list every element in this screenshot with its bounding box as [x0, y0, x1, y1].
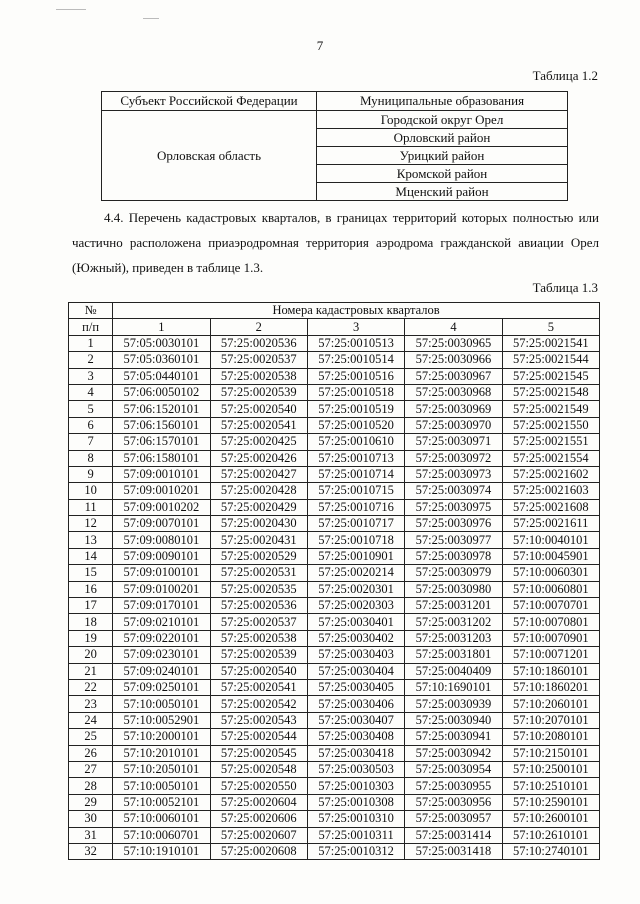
- cadastral-number-cell: 57:09:0010101: [113, 466, 210, 482]
- cadastral-number-cell: 57:09:0240101: [113, 663, 210, 679]
- cadastral-number-cell: 57:10:1860101: [502, 663, 599, 679]
- row-number-cell: 6: [69, 417, 113, 433]
- cadastral-number-cell: 57:10:0060101: [113, 811, 210, 827]
- cadastral-number-cell: 57:25:0021545: [502, 368, 599, 384]
- cadastral-number-cell: 57:09:0170101: [113, 598, 210, 614]
- row-number-cell: 3: [69, 368, 113, 384]
- cadastral-number-cell: 57:25:0020536: [210, 598, 307, 614]
- cadastral-number-cell: 57:25:0010514: [307, 352, 404, 368]
- cadastral-number-cell: 57:25:0020214: [307, 565, 404, 581]
- cadastral-number-cell: 57:25:0030979: [405, 565, 502, 581]
- cadastral-number-cell: 57:10:2510101: [502, 778, 599, 794]
- table-row: [69, 368, 600, 384]
- cadastral-number-cell: 57:09:0100101: [113, 565, 210, 581]
- table-row: [69, 434, 600, 450]
- cadastral-number-cell: 57:25:0020541: [210, 679, 307, 695]
- cadastral-number-cell: 57:25:0010713: [307, 450, 404, 466]
- table-row: [69, 417, 600, 433]
- table-subheader-row: [69, 319, 600, 335]
- cadastral-number-cell: 57:10:2740101: [502, 843, 599, 859]
- cadastral-quarters-table: [68, 302, 600, 860]
- table-row: [69, 679, 600, 695]
- num-subheader: п/п: [69, 319, 113, 335]
- cadastral-number-cell: 57:25:0020550: [210, 778, 307, 794]
- cadastral-number-cell: 57:25:0031418: [405, 843, 502, 859]
- table-header-row: [102, 92, 568, 111]
- cadastral-number-cell: 57:10:2150101: [502, 745, 599, 761]
- cadastral-number-cell: 57:06:1560101: [113, 417, 210, 433]
- table-row: [69, 778, 600, 794]
- cadastral-number-cell: 57:25:0021602: [502, 466, 599, 482]
- cadastral-number-cell: 57:25:0040409: [405, 663, 502, 679]
- table-row: [69, 516, 600, 532]
- municipality-cell: Кромской район: [317, 165, 568, 183]
- table-row: [69, 696, 600, 712]
- cadastral-number-cell: 57:25:0030405: [307, 679, 404, 695]
- municipalities-header: Муниципальные образования: [317, 92, 568, 111]
- cadastral-number-cell: 57:25:0020531: [210, 565, 307, 581]
- cadastral-number-cell: 57:25:0031201: [405, 598, 502, 614]
- table-row: [69, 581, 600, 597]
- cadastral-number-cell: 57:25:0030980: [405, 581, 502, 597]
- table-row: [69, 827, 600, 843]
- cadastral-number-cell: 57:25:0030418: [307, 745, 404, 761]
- cadastral-number-cell: 57:25:0010518: [307, 384, 404, 400]
- table-row: [69, 466, 600, 482]
- cadastral-number-cell: 57:25:0030973: [405, 466, 502, 482]
- cadastral-number-cell: 57:25:0020608: [210, 843, 307, 859]
- cadastral-number-cell: 57:10:0052901: [113, 712, 210, 728]
- cadastral-number-cell: 57:25:0021541: [502, 335, 599, 351]
- table-header-row: [69, 303, 600, 319]
- cadastral-number-cell: 57:10:2070101: [502, 712, 599, 728]
- table-row: [69, 499, 600, 515]
- cadastral-number-cell: 57:25:0010311: [307, 827, 404, 843]
- cadastral-number-cell: 57:25:0030969: [405, 401, 502, 417]
- row-number-cell: 21: [69, 663, 113, 679]
- cadastral-number-cell: 57:25:0020426: [210, 450, 307, 466]
- cadastral-number-cell: 57:25:0010901: [307, 548, 404, 564]
- row-number-cell: 14: [69, 548, 113, 564]
- cadastral-number-cell: 57:25:0020545: [210, 745, 307, 761]
- cadastral-number-cell: 57:25:0020538: [210, 368, 307, 384]
- row-number-cell: 18: [69, 614, 113, 630]
- row-number-cell: 19: [69, 630, 113, 646]
- row-number-cell: 17: [69, 598, 113, 614]
- cadastral-number-cell: 57:10:2060101: [502, 696, 599, 712]
- row-number-cell: 20: [69, 647, 113, 663]
- cadastral-number-cell: 57:10:2010101: [113, 745, 210, 761]
- paragraph-text: 4.4. Перечень кадастровых кварталов, в границах территорий которых полностью или частично расположена приаэродромная территория аэродрома гражданской авиации Орел (Южный), приведен в таблице 1.3.: [72, 210, 599, 275]
- cadastral-number-cell: 57:25:0020538: [210, 630, 307, 646]
- cadastral-number-cell: 57:25:0020429: [210, 499, 307, 515]
- cadastral-number-cell: 57:25:0020539: [210, 384, 307, 400]
- column-header: 3: [307, 319, 404, 335]
- cadastral-number-cell: 57:25:0010513: [307, 335, 404, 351]
- cadastral-number-cell: 57:25:0020535: [210, 581, 307, 597]
- cadastral-number-cell: 57:25:0030967: [405, 368, 502, 384]
- column-header: 5: [502, 319, 599, 335]
- cadastral-number-cell: 57:09:0100201: [113, 581, 210, 597]
- cadastral-number-cell: 57:09:0230101: [113, 647, 210, 663]
- cadastral-number-cell: 57:25:0010516: [307, 368, 404, 384]
- cadastral-number-cell: 57:25:0021608: [502, 499, 599, 515]
- table-row: [69, 630, 600, 646]
- cadastral-number-cell: 57:10:0060801: [502, 581, 599, 597]
- row-number-cell: 12: [69, 516, 113, 532]
- cadastral-number-cell: 57:10:2080101: [502, 729, 599, 745]
- table-row: [69, 598, 600, 614]
- subject-header: Субъект Российской Федерации: [102, 92, 317, 111]
- cadastral-number-cell: 57:25:0021550: [502, 417, 599, 433]
- subject-cell: Орловская область: [102, 111, 317, 201]
- cadastral-number-cell: 57:25:0030957: [405, 811, 502, 827]
- cadastral-number-cell: 57:25:0030941: [405, 729, 502, 745]
- cadastral-number-cell: 57:25:0010715: [307, 483, 404, 499]
- cadastral-number-cell: 57:25:0030975: [405, 499, 502, 515]
- column-header: 4: [405, 319, 502, 335]
- row-number-cell: 29: [69, 794, 113, 810]
- cadastral-number-cell: 57:25:0030406: [307, 696, 404, 712]
- cadastral-number-cell: 57:25:0021603: [502, 483, 599, 499]
- cadastral-number-cell: 57:25:0030954: [405, 761, 502, 777]
- column-header: 1: [113, 319, 210, 335]
- cadastral-number-cell: 57:10:1690101: [405, 679, 502, 695]
- cadastral-number-cell: 57:25:0010519: [307, 401, 404, 417]
- cadastral-number-cell: 57:25:0030970: [405, 417, 502, 433]
- cadastral-number-cell: 57:25:0030403: [307, 647, 404, 663]
- cadastral-number-cell: 57:25:0030956: [405, 794, 502, 810]
- row-number-cell: 22: [69, 679, 113, 695]
- cadastral-number-cell: 57:25:0010312: [307, 843, 404, 859]
- table-row: [69, 384, 600, 400]
- cadastral-number-cell: 57:25:0020431: [210, 532, 307, 548]
- cadastral-number-cell: 57:25:0031202: [405, 614, 502, 630]
- num-header: №: [69, 303, 113, 319]
- cadastral-number-cell: 57:25:0030971: [405, 434, 502, 450]
- table-row: [69, 450, 600, 466]
- row-number-cell: 11: [69, 499, 113, 515]
- cadastral-number-cell: 57:25:0030972: [405, 450, 502, 466]
- cadastral-number-cell: 57:25:0030976: [405, 516, 502, 532]
- table-row: [69, 565, 600, 581]
- municipality-cell: Городской округ Орел: [317, 111, 568, 129]
- table-row: [69, 761, 600, 777]
- cadastral-number-cell: 57:25:0030966: [405, 352, 502, 368]
- cadastral-number-cell: 57:10:2590101: [502, 794, 599, 810]
- cadastral-number-cell: 57:25:0010718: [307, 532, 404, 548]
- row-number-cell: 28: [69, 778, 113, 794]
- scan-artifact: [56, 9, 86, 10]
- row-number-cell: 30: [69, 811, 113, 827]
- cadastral-number-cell: 57:25:0030978: [405, 548, 502, 564]
- cadastral-number-cell: 57:25:0030401: [307, 614, 404, 630]
- table-body: [69, 335, 600, 860]
- row-number-cell: 2: [69, 352, 113, 368]
- cadastral-number-cell: 57:06:0050102: [113, 384, 210, 400]
- row-number-cell: 32: [69, 843, 113, 859]
- cadastral-number-cell: 57:25:0020301: [307, 581, 404, 597]
- cadastral-number-cell: 57:25:0031414: [405, 827, 502, 843]
- row-number-cell: 5: [69, 401, 113, 417]
- cadastral-number-cell: 57:25:0030402: [307, 630, 404, 646]
- table-row: [69, 548, 600, 564]
- table-row: [69, 532, 600, 548]
- row-number-cell: 27: [69, 761, 113, 777]
- cadastral-number-cell: 57:25:0020540: [210, 663, 307, 679]
- paragraph-4-4: [72, 205, 599, 280]
- cadastral-number-cell: 57:09:0070101: [113, 516, 210, 532]
- cadastral-number-cell: 57:05:0440101: [113, 368, 210, 384]
- cadastral-number-cell: 57:25:0020541: [210, 417, 307, 433]
- cadastral-number-cell: 57:25:0030408: [307, 729, 404, 745]
- table-row: [69, 614, 600, 630]
- cadastral-number-cell: 57:10:0070901: [502, 630, 599, 646]
- municipality-cell: Мценский район: [317, 183, 568, 201]
- municipality-cell: Урицкий район: [317, 147, 568, 165]
- cadastral-number-cell: 57:25:0020607: [210, 827, 307, 843]
- cadastral-number-cell: 57:10:0060701: [113, 827, 210, 843]
- cadastral-number-cell: 57:25:0030955: [405, 778, 502, 794]
- row-number-cell: 31: [69, 827, 113, 843]
- cadastral-number-cell: 57:10:0040101: [502, 532, 599, 548]
- cadastral-number-cell: 57:25:0010310: [307, 811, 404, 827]
- cadastral-number-cell: 57:25:0020540: [210, 401, 307, 417]
- page-number: 7: [316, 38, 324, 53]
- cadastral-number-cell: 57:10:0050101: [113, 696, 210, 712]
- municipalities-table: [101, 91, 568, 201]
- cadastral-number-cell: 57:10:0060301: [502, 565, 599, 581]
- table-row: [69, 811, 600, 827]
- row-number-cell: 24: [69, 712, 113, 728]
- cadastral-number-cell: 57:05:0030101: [113, 335, 210, 351]
- table-row: [69, 745, 600, 761]
- cadastral-number-cell: 57:25:0030965: [405, 335, 502, 351]
- table-row: [69, 401, 600, 417]
- row-number-cell: 25: [69, 729, 113, 745]
- cadastral-number-cell: 57:25:0031801: [405, 647, 502, 663]
- cadastral-number-cell: 57:10:1910101: [113, 843, 210, 859]
- cadastral-number-cell: 57:25:0010308: [307, 794, 404, 810]
- cadastral-number-cell: 57:10:2610101: [502, 827, 599, 843]
- cadastral-number-cell: 57:25:0030503: [307, 761, 404, 777]
- cadastral-number-cell: 57:25:0021548: [502, 384, 599, 400]
- table-row: [69, 663, 600, 679]
- cadastral-number-cell: 57:10:0045901: [502, 548, 599, 564]
- cadastral-number-cell: 57:25:0020428: [210, 483, 307, 499]
- table-row: [69, 647, 600, 663]
- cadastral-number-cell: 57:25:0010520: [307, 417, 404, 433]
- cadastral-number-cell: 57:10:0050101: [113, 778, 210, 794]
- column-header: 2: [210, 319, 307, 335]
- cadastral-number-cell: 57:10:0070701: [502, 598, 599, 614]
- cadastral-number-cell: 57:25:0021554: [502, 450, 599, 466]
- row-number-cell: 1: [69, 335, 113, 351]
- table-row: [69, 335, 600, 351]
- cadastral-number-cell: 57:25:0020548: [210, 761, 307, 777]
- group-header: Номера кадастровых кварталов: [113, 303, 600, 319]
- cadastral-number-cell: 57:25:0020430: [210, 516, 307, 532]
- cadastral-number-cell: 57:10:2600101: [502, 811, 599, 827]
- cadastral-number-cell: 57:25:0030404: [307, 663, 404, 679]
- cadastral-number-cell: 57:25:0021549: [502, 401, 599, 417]
- table-row: [69, 352, 600, 368]
- cadastral-number-cell: 57:25:0030942: [405, 745, 502, 761]
- cadastral-number-cell: 57:25:0030940: [405, 712, 502, 728]
- scan-artifact: [143, 18, 159, 19]
- cadastral-number-cell: 57:10:0052101: [113, 794, 210, 810]
- row-number-cell: 4: [69, 384, 113, 400]
- cadastral-number-cell: 57:09:0080101: [113, 532, 210, 548]
- cadastral-number-cell: 57:09:0210101: [113, 614, 210, 630]
- table-row: [69, 483, 600, 499]
- table-row: [69, 712, 600, 728]
- cadastral-number-cell: 57:25:0010717: [307, 516, 404, 532]
- cadastral-number-cell: 57:25:0020537: [210, 352, 307, 368]
- row-number-cell: 23: [69, 696, 113, 712]
- cadastral-number-cell: 57:09:0010202: [113, 499, 210, 515]
- cadastral-number-cell: 57:10:2050101: [113, 761, 210, 777]
- cadastral-number-cell: 57:25:0020425: [210, 434, 307, 450]
- cadastral-number-cell: 57:25:0020543: [210, 712, 307, 728]
- row-number-cell: 10: [69, 483, 113, 499]
- cadastral-number-cell: 57:05:0360101: [113, 352, 210, 368]
- table-1-2-caption: Таблица 1.2: [532, 68, 598, 83]
- cadastral-number-cell: 57:25:0020604: [210, 794, 307, 810]
- cadastral-number-cell: 57:25:0010714: [307, 466, 404, 482]
- row-number-cell: 13: [69, 532, 113, 548]
- cadastral-number-cell: 57:06:1580101: [113, 450, 210, 466]
- cadastral-number-cell: 57:25:0021551: [502, 434, 599, 450]
- cadastral-number-cell: 57:25:0010303: [307, 778, 404, 794]
- cadastral-number-cell: 57:25:0020606: [210, 811, 307, 827]
- row-number-cell: 8: [69, 450, 113, 466]
- table-row: [69, 843, 600, 859]
- cadastral-number-cell: 57:06:1570101: [113, 434, 210, 450]
- cadastral-number-cell: 57:25:0020539: [210, 647, 307, 663]
- cadastral-number-cell: 57:25:0021544: [502, 352, 599, 368]
- cadastral-number-cell: 57:06:1520101: [113, 401, 210, 417]
- cadastral-number-cell: 57:09:0220101: [113, 630, 210, 646]
- cadastral-number-cell: 57:25:0030974: [405, 483, 502, 499]
- row-number-cell: 26: [69, 745, 113, 761]
- cadastral-number-cell: 57:10:2500101: [502, 761, 599, 777]
- cadastral-number-cell: 57:25:0020529: [210, 548, 307, 564]
- cadastral-number-cell: 57:25:0020427: [210, 466, 307, 482]
- cadastral-number-cell: 57:25:0030407: [307, 712, 404, 728]
- table-row: [102, 111, 568, 129]
- cadastral-number-cell: 57:25:0020303: [307, 598, 404, 614]
- row-number-cell: 16: [69, 581, 113, 597]
- table-row: [69, 729, 600, 745]
- row-number-cell: 9: [69, 466, 113, 482]
- cadastral-number-cell: 57:25:0021611: [502, 516, 599, 532]
- cadastral-number-cell: 57:09:0250101: [113, 679, 210, 695]
- cadastral-number-cell: 57:25:0030968: [405, 384, 502, 400]
- cadastral-number-cell: 57:25:0030977: [405, 532, 502, 548]
- cadastral-number-cell: 57:25:0020542: [210, 696, 307, 712]
- cadastral-number-cell: 57:09:0090101: [113, 548, 210, 564]
- row-number-cell: 7: [69, 434, 113, 450]
- cadastral-number-cell: 57:25:0030939: [405, 696, 502, 712]
- cadastral-number-cell: 57:25:0010610: [307, 434, 404, 450]
- cadastral-number-cell: 57:10:0071201: [502, 647, 599, 663]
- cadastral-number-cell: 57:25:0031203: [405, 630, 502, 646]
- cadastral-number-cell: 57:25:0010716: [307, 499, 404, 515]
- cadastral-number-cell: 57:25:0020536: [210, 335, 307, 351]
- cadastral-number-cell: 57:25:0020544: [210, 729, 307, 745]
- cadastral-number-cell: 57:10:0070801: [502, 614, 599, 630]
- cadastral-number-cell: 57:25:0020537: [210, 614, 307, 630]
- table-row: [69, 794, 600, 810]
- table-1-3-caption: Таблица 1.3: [532, 280, 598, 295]
- cadastral-number-cell: 57:10:2000101: [113, 729, 210, 745]
- municipality-cell: Орловский район: [317, 129, 568, 147]
- cadastral-number-cell: 57:10:1860201: [502, 679, 599, 695]
- row-number-cell: 15: [69, 565, 113, 581]
- cadastral-number-cell: 57:09:0010201: [113, 483, 210, 499]
